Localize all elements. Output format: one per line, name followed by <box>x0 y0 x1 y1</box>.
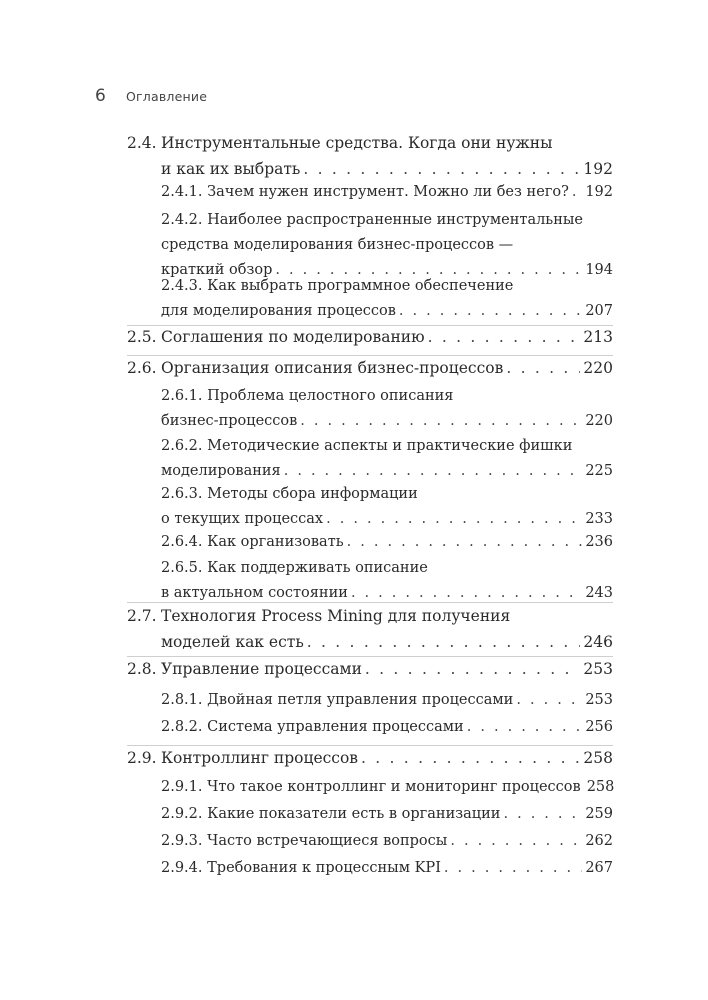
entry-title-line: средства моделирования бизнес-процессов — <box>161 237 514 253</box>
entry-title-text: Методы сбора информации <box>207 486 418 502</box>
section-number: 2.7. <box>127 607 157 625</box>
page-ref: 213 <box>583 328 613 346</box>
entry-title-line <box>161 434 613 459</box>
entry-title-line <box>161 775 581 800</box>
dot-leader <box>450 829 582 854</box>
dot-leader <box>503 802 582 827</box>
section-number: 2.6. <box>127 359 157 377</box>
entry-title-text: Двойная петля управления процессами <box>207 692 514 708</box>
entry-title-line <box>161 856 441 881</box>
entry-title-line: Соглашения по моделированию <box>161 328 425 346</box>
dot-leader <box>303 156 580 182</box>
entry-title-line: в актуальном состоянии <box>161 585 348 601</box>
page-ref: 233 <box>585 511 613 527</box>
section-number: 2.6.2. <box>161 438 203 454</box>
running-title: Оглавление <box>126 89 208 104</box>
page-ref: 243 <box>585 585 613 601</box>
section-number: 2.9.3. <box>161 833 203 849</box>
section-number: 2.9.1. <box>161 779 203 795</box>
entry-title-line: Контроллинг процессов <box>161 749 359 767</box>
dot-leader <box>516 688 582 713</box>
dot-leader <box>326 507 582 532</box>
entry-title-line: Организация описания бизнес-процессов <box>161 359 504 377</box>
entry-title-line: моделей как есть <box>161 633 304 651</box>
entry-title-line: о текущих процессах <box>161 511 324 527</box>
entry-title-line: краткий обзор <box>161 262 273 278</box>
page-ref: 253 <box>585 692 613 708</box>
page-ref: 267 <box>585 860 613 876</box>
section-number: 2.6.1. <box>161 388 203 404</box>
entry-title-text: Как организовать <box>207 534 344 550</box>
dot-leader <box>444 856 582 881</box>
entry-title-line: бизнес-процессов <box>161 413 298 429</box>
page-number: 6 <box>95 86 106 106</box>
dot-leader <box>347 530 583 555</box>
entry-title-text: Наиболее распространенные инструментальные <box>207 212 583 228</box>
entry-title-line: моделирования <box>161 463 281 479</box>
entry-title-text: Часто встречающиеся вопросы <box>207 833 448 849</box>
dot-leader <box>307 629 581 655</box>
entry-title-text: Какие показатели есть в организации <box>207 806 501 822</box>
section-number: 2.4. <box>127 134 157 152</box>
section-number: 2.9. <box>127 749 157 767</box>
dot-leader <box>399 299 582 324</box>
section-number: 2.4.2. <box>161 212 203 228</box>
entry-title-line <box>161 208 613 233</box>
section-number: 2.9.4. <box>161 860 203 876</box>
section-number: 2.6.5. <box>161 560 203 576</box>
entry-title-text: Система управления процессами <box>207 719 464 735</box>
section-number: 2.6.4. <box>161 534 203 550</box>
entry-title-line: Технология Process Mining для получения <box>161 607 511 625</box>
page-ref: 192 <box>583 160 613 178</box>
entry-title-line: Управление процессами <box>161 660 362 678</box>
dot-leader <box>428 324 581 350</box>
page-ref: 220 <box>583 359 613 377</box>
entry-title-line: и как их выбрать <box>161 160 301 178</box>
section-number: 2.8.1. <box>161 692 203 708</box>
page-ref: 236 <box>585 534 613 550</box>
page-ref: 259 <box>585 806 613 822</box>
entry-title-text: Что такое контроллинг и мониторинг процессов <box>207 779 581 795</box>
dot-leader <box>284 459 583 484</box>
page-ref: 253 <box>583 660 613 678</box>
entry-title-text: Зачем нужен инструмент. Можно ли без него? <box>207 184 569 200</box>
dot-leader <box>506 355 580 381</box>
entry-title-line <box>161 384 613 409</box>
entry-title-line <box>161 556 613 581</box>
page-ref: 225 <box>585 463 613 479</box>
dot-leader <box>300 409 582 434</box>
section-number: 2.9.2. <box>161 806 203 822</box>
page-ref: 246 <box>583 633 613 651</box>
dot-leader <box>361 745 580 771</box>
entry-title-text: Методические аспекты и практические фишки <box>207 438 573 454</box>
entry-title-line <box>161 530 344 555</box>
page-ref: 258 <box>586 779 615 795</box>
dot-leader <box>467 715 583 740</box>
page-ref: 194 <box>585 262 613 278</box>
page-ref: 192 <box>585 184 613 200</box>
entry-title-line <box>161 715 464 740</box>
dot-leader <box>572 180 582 205</box>
entry-title-line: для моделирования процессов <box>161 303 396 319</box>
entry-title-text: Проблема целостного описания <box>207 388 454 404</box>
entry-title-line <box>161 274 613 299</box>
entry-title-line: Инструментальные средства. Когда они нужны <box>161 134 553 152</box>
page-ref: 256 <box>585 719 613 735</box>
entry-title-text: Требования к процессным KPI <box>207 860 441 876</box>
running-head <box>0 86 708 108</box>
entry-title-line <box>161 802 500 827</box>
entry-title-line <box>161 482 613 507</box>
section-number: 2.5. <box>127 328 157 346</box>
section-number: 2.4.3. <box>161 278 203 294</box>
page-ref: 220 <box>585 413 613 429</box>
entry-title-line <box>161 180 569 205</box>
page-ref: 262 <box>585 833 613 849</box>
entry-title-text: Как выбрать программное обеспечение <box>207 278 514 294</box>
entry-title-line <box>161 688 513 713</box>
section-number: 2.8. <box>127 660 157 678</box>
page-ref: 258 <box>583 749 613 767</box>
section-number: 2.4.1. <box>161 184 203 200</box>
section-number: 2.6.3. <box>161 486 203 502</box>
entry-title-text: Как поддерживать описание <box>207 560 428 576</box>
dot-leader <box>365 656 580 682</box>
entry-title-line <box>161 829 447 854</box>
page-ref: 207 <box>585 303 613 319</box>
section-number: 2.8.2. <box>161 719 203 735</box>
